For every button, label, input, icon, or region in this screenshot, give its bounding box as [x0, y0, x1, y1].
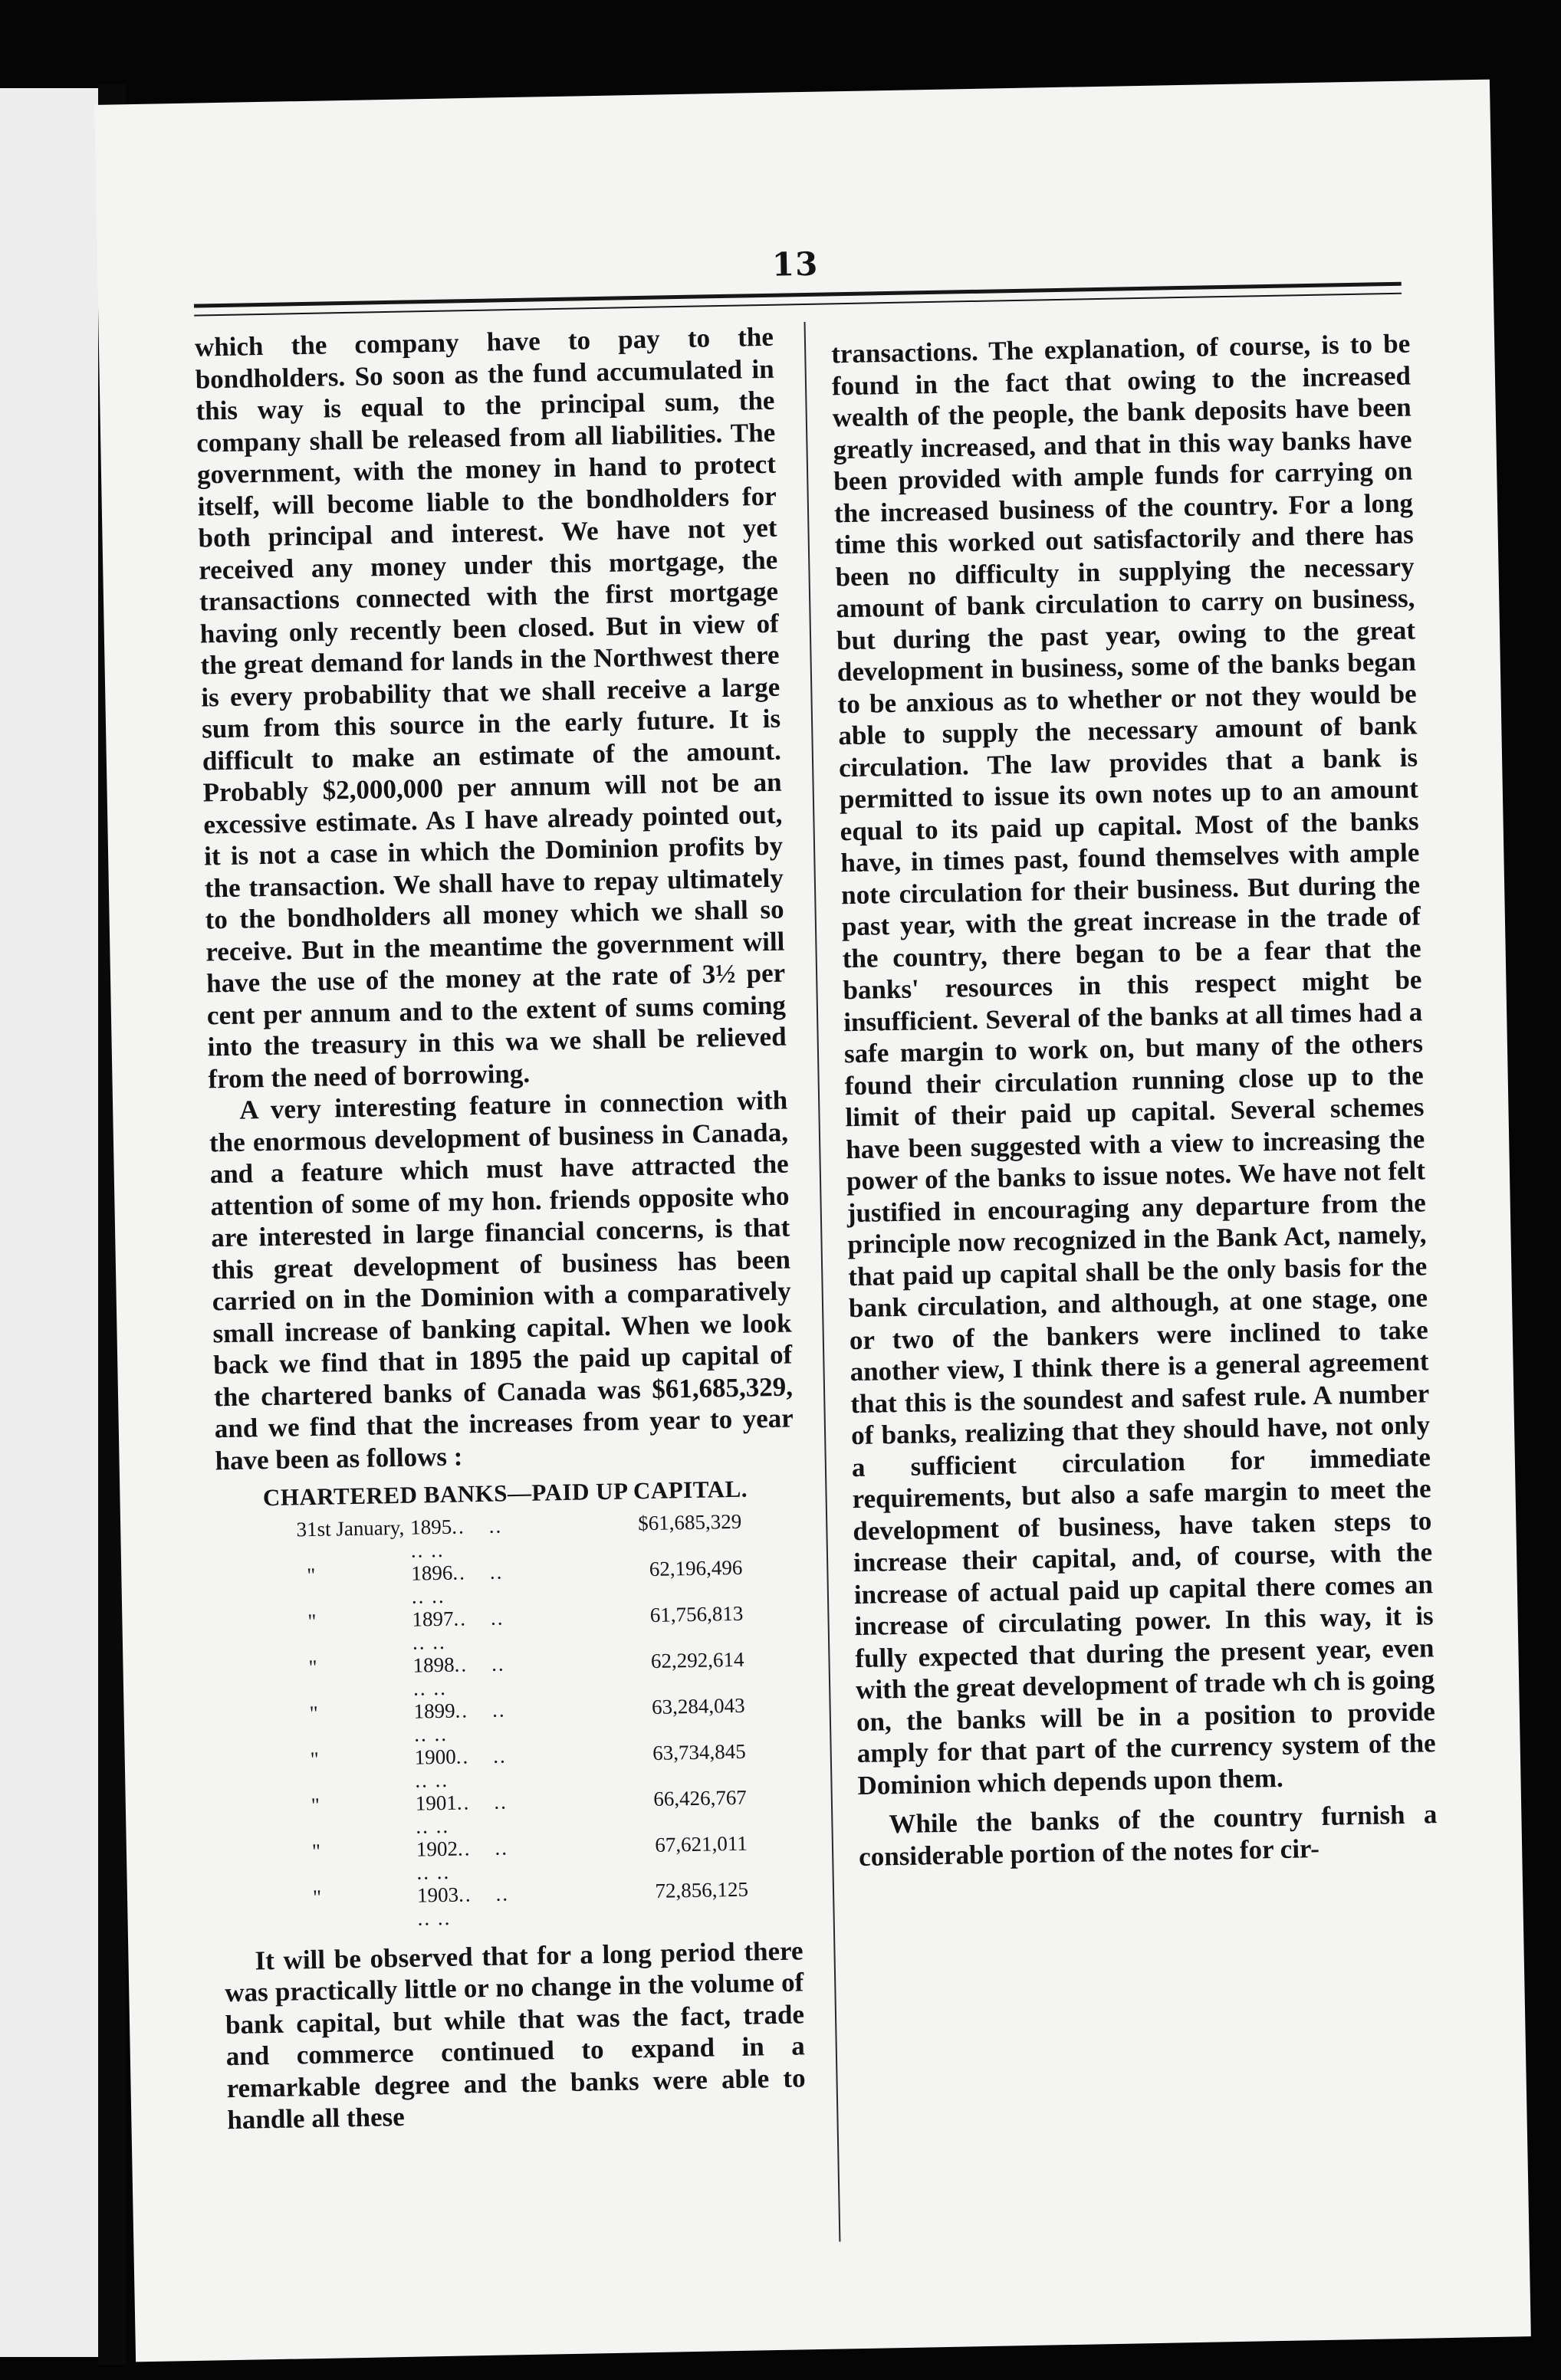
adjacent-page-edge: [0, 88, 98, 2357]
year-cell: 1900: [414, 1745, 456, 1769]
table-title: CHARTERED BANKS—PAID UP CAPITAL.: [262, 1475, 748, 1512]
leader-dots: .. .. .. ..: [416, 1835, 509, 1884]
right-column: [831, 328, 1438, 1873]
year-cell: 1901: [415, 1791, 458, 1815]
date-label: 31st January,: [296, 1515, 405, 1541]
ditto-mark: ": [311, 1839, 321, 1863]
ditto-mark: ": [307, 1563, 316, 1587]
ditto-mark: ": [309, 1701, 318, 1725]
amount-cell: 67,621,011: [655, 1831, 748, 1856]
year-cell: 1897: [412, 1607, 454, 1631]
year-cell: 1902: [416, 1837, 458, 1861]
ditto-mark: ": [312, 1885, 322, 1909]
amount-cell: 66,426,767: [653, 1785, 748, 1810]
amount-cell: 63,284,043: [651, 1693, 745, 1719]
amount-cell: 61,756,813: [649, 1601, 744, 1627]
amount-cell: $61,685,329: [637, 1509, 742, 1535]
ditto-mark: ": [311, 1793, 320, 1817]
page-number: 13: [771, 245, 819, 284]
year-cell: 1899: [413, 1699, 455, 1723]
column-divider: [804, 322, 841, 2242]
amount-cell: 62,292,614: [650, 1647, 744, 1673]
year-cell: 1898: [412, 1653, 455, 1677]
paragraph: A very interesting feature in connection with the enormous development of business in Canada, and a feature which must have attracted the attention of some of my hon. friends opposite who are interested in large financial concerns, is that this great development of business has been carried on in the Dominion with a comparatively small increase of banking capital. When we look back we find that in 1895 the paid up capital of the chartered banks of Canada was $61,685,329, and we find that the increases from year to year have been as follows :: [209, 1085, 794, 1476]
ditto-mark: ": [307, 1609, 317, 1633]
paragraph: It will be observed that for a long period there was practically little or no change in the volume of bank capital, but while that was the fact, trade and commerce continued to expand in a remarkable degree and the banks were able to handle all these: [224, 1935, 806, 2135]
paragraph: which the company have to pay to the bondholders. So soon as the fund accumulated in this way is equal to the principal sum, the company shall be released from all liabilities. The government, with the money in hand to protect itself, will become liable to the bondholders for both principal and interest. We have not yet received any money under this mortgage, the transactions connected with the first mortgage having only recently been closed. But in view of the great demand for lands in the Northwest there is every probability that we shall receive a large sum from this source in the early future. It is difficult to make an estimate of the amount. Probably $2,000,000 per annum will not be an excessive estimate. As I have already pointed out, it is not a case in which the Dominion profits by the transaction. We shall have to repay ultimately to the bondholders all money which we shall so receive. But in the meantime the government will have the use of the money at the rate of 3½ per cent per annum and to the extent of sums coming into the treasury in this wa we shall be relieved from the need of borrowing.: [194, 321, 787, 1094]
year-cell: 1895: [409, 1515, 452, 1539]
leader-dots: .. .. .. ..: [411, 1559, 504, 1608]
leader-dots: .. .. .. ..: [410, 1513, 503, 1562]
leader-dots: .. .. .. ..: [413, 1697, 506, 1746]
amount-cell: 63,734,845: [652, 1739, 746, 1764]
paid-up-capital-table: [216, 1508, 803, 1933]
leader-dots: .. .. .. ..: [412, 1651, 505, 1700]
leader-dots: .. .. .. ..: [416, 1789, 508, 1838]
leader-dots: .. .. .. ..: [415, 1743, 507, 1792]
document-page: [94, 80, 1531, 2362]
ditto-mark: ": [310, 1747, 320, 1771]
amount-cell: 72,856,125: [655, 1877, 749, 1902]
ditto-mark: ": [308, 1655, 317, 1679]
leader-dots: .. .. .. ..: [412, 1605, 504, 1654]
paragraph: transactions. The explanation, of course, is to be found in the fact that owing to the increased wealth of the people, the bank deposits have been greatly increased, and that in this way banks have been provided with ample funds for carrying on the increased business of the country. For a long time this worked out satisfactorily and there has been no difficulty in supplying the necessary amount of bank circulation to carry on business, but during the past year, owing to the great development in business, some of the banks began to be anxious as to whether or not they would be able to supply the necessary amount of bank circulation. The law provides that a bank is permitted to issue its own notes up to an amount equal to its paid up capital. Most of the banks have, in times past, found themselves with ample note circulation for their business. But during the past year, with the great increase in the trade of the country, there began to be a fear that the banks' resources in this respect might be insufficient. Several of the banks at all times had a safe margin to work on, but many of the others found their circulation running close up to the limit of their paid up capital. Several schemes have been suggested with a view to increasing the power of the banks to issue notes. We have not felt justified in encouraging any departure from the principle now recognized in the Bank Act, namely, that paid up capital shall be the only basis for the bank circulation, and although, at one stage, one or two of the bankers were inclined to take another view, I think there is a general agreement that this is the soundest and safest rule. A number of banks, realizing that they should have, not only a sufficient circulation for immediate requirements, but also a safe margin to meet the development of business, have taken steps to increase their capital, and, of course, with the increase of actual paid up capital there comes an increase of circulating power. In this way, it is fully expected that during the present year, even with the great development of trade wh ch is going on, the banks will be in a position to provide amply for that part of the currency system of the Dominion which depends upon them.: [830, 328, 1436, 1801]
left-column: [195, 321, 807, 2136]
leader-dots: .. .. .. ..: [417, 1881, 510, 1930]
paragraph: While the banks of the country furnish a considerable portion of the notes for cir-: [858, 1799, 1438, 1872]
year-cell: 1903: [416, 1883, 459, 1907]
table-row: [223, 1876, 803, 1933]
year-cell: 1896: [411, 1561, 453, 1585]
amount-cell: 62,196,496: [649, 1555, 743, 1581]
